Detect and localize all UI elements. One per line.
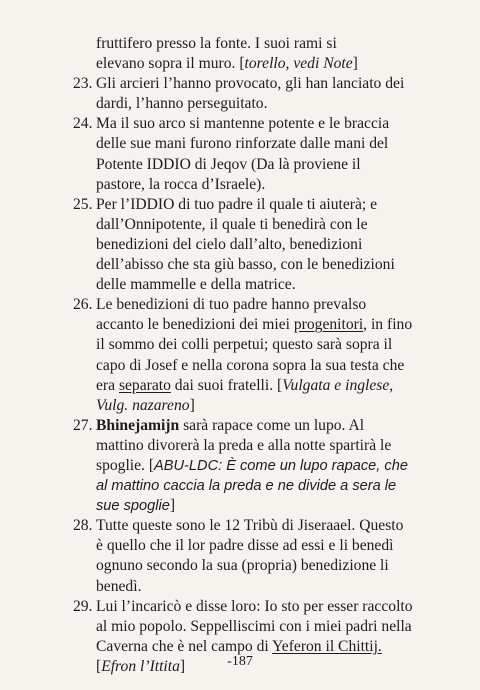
verse-22-line-a: fruttifero presso la fonte. I suoi rami si (96, 35, 337, 52)
verse-22-continuation (73, 34, 413, 74)
verse-25-text: Per l’IDDIO di tuo padre il quale ti aiuterà; e dall’Onnipotente, il quale ti benedirà con le benedizioni del cielo dall’alto, benedizioni dell’abisso che sta giù basso, con le benedizioni delle mammelle e della matrice. (96, 195, 395, 294)
verse-29-text-a: Lui l’incaricò e disse loro: Io sto per esser raccolto al mio popolo. Seppelliscimi con i miei padri nella Caverna che è nel campo di (96, 597, 413, 655)
verse-29-number: 29. (73, 597, 93, 615)
verse-27-bracket: ] (169, 497, 176, 515)
verse-23-number: 23. (73, 75, 93, 93)
verse-29-note: Efron l’Ittita (101, 657, 180, 675)
verse-27-body (96, 416, 413, 516)
verse-26-underlined-progenitori: progenitori (293, 316, 364, 334)
verse-26-note: Vulgata e inglese, Vulg. nazareno (96, 376, 394, 414)
verse-24-text: Ma il suo arco si mantenne potente e le braccia delle sue mani furono rinforzate dalle mani del Potente IDDIO di Jeqov (Da là proviene il pastore, la rocca d’Israele). (96, 115, 390, 193)
verse-26-body (96, 295, 413, 416)
verse-23-text: Gli arcieri l’hanno provocato, gli han lanciato dei dardi, l’hanno perseguitato. (96, 75, 405, 113)
verse-26-number: 26. (73, 296, 93, 314)
verse-22-bracket: ] (352, 55, 358, 73)
verse-24-number: 24. (73, 115, 93, 133)
verse-29-underlined-name: Yeferon il Chittij. (272, 637, 382, 655)
verse-27-number: 27. (73, 416, 93, 434)
verse-26-underlined-separato: separato (118, 376, 171, 394)
verse-29-bracket: ] (179, 657, 186, 675)
verse-26-text-a: Le benedizioni di tuo padre hanno prevalso accanto le benedizioni dei miei (96, 296, 367, 334)
verse-27-text-a: sarà rapace come un lupo. Al mattino divorerà la preda e alla notte spartirà le spoglie. [ (96, 416, 392, 474)
page-number: -187 (227, 654, 253, 669)
verse-26-text-b: , in fino il sommo dei colli perpetui; questo sarà sopra il capo di Josef e nella corona sopra la sua testa che era (96, 316, 413, 394)
verse-28 (73, 516, 413, 596)
verse-26-text-c: dai suoi fratelli. [ (170, 376, 283, 394)
verse-26 (73, 295, 413, 416)
verse-28-text: Tutte queste sono le 12 Tribù di Jiseraael. Questo è quello che il lor padre disse ad essi e li benedì ognuno secondo la sua (propria) benedizione li benedì. (96, 517, 404, 595)
verse-27-name: Bhinejamijn (96, 416, 180, 434)
verse-text-block (73, 34, 413, 677)
verse-27-note: ABU-LDC: È come un lupo rapace, che al mattino caccia la preda e ne divide a sera le sue spoglie (96, 457, 408, 515)
verse-27 (73, 416, 413, 516)
verse-26-bracket: ] (189, 396, 195, 414)
verse-25-number: 25. (73, 195, 93, 213)
verse-24 (73, 114, 413, 194)
verse-22-note: torello, vedi Note (244, 55, 353, 73)
verse-25 (73, 195, 413, 295)
verse-28-number: 28. (73, 517, 93, 535)
verse-23 (73, 74, 413, 114)
verse-22-line-b: elevano sopra il muro. [ (96, 55, 245, 73)
verse-29-text-b: [ (96, 657, 102, 675)
